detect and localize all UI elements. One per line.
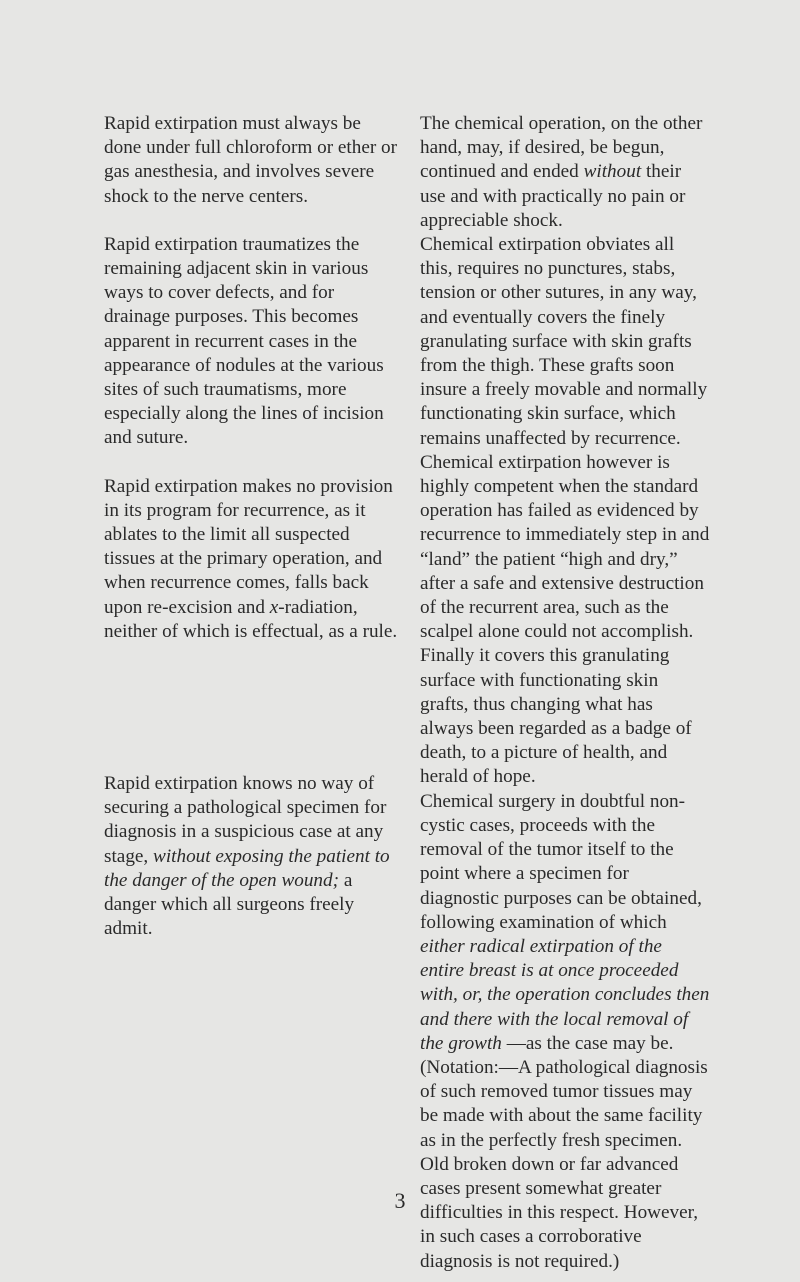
left-paragraph-4 <box>104 772 400 941</box>
left-paragraph-4-text-b: a danger which all surgeons freely admit. <box>104 869 355 940</box>
right-paragraph-4-italic: either radical extirpation of the entire breast is at once proceeded with, or, the operation concludes then and there with the local removal of the growth <box>420 935 710 1054</box>
right-paragraph-2: Chemical extirpation obviates all this, requires no punctures, stabs, tension or other sutures, in any way, and eventually covers the finely granulating surface with skin grafts from the thigh. These grafts soon insure a freely movable and normally functionating skin surface, which remains unaffected by recurrence. <box>420 234 708 449</box>
left-paragraph-3-text-b: -radiation, neither of which is effectual, as a rule. <box>104 596 398 642</box>
left-paragraph-3-text-a: Rapid extirpation makes no provision in its program for recurrence, as it ablates to the limit all suspected tissues at the primary operation, and when recurrence comes, falls back upon re-excision and <box>104 475 393 618</box>
right-paragraph-3: Chemical extirpation however is highly competent when the standard operation has failed as evidenced by recurrence to immediately step in and “land” the patient “high and dry,” after a safe and extensive destruction of the recurrent area, such as the scalpel alone could not accomplish. Finally it covers this granulating surface with functionating skin grafts, thus changing what has always been regarded as a badge of death, to a picture of health, and herald of hope. <box>420 451 710 788</box>
right-paragraph-1-italic: without <box>583 161 642 183</box>
left-paragraph-1: Rapid extirpation must always be done under full chloroform or ether or gas anesthesia, and involves severe shock to the nerve centers. <box>104 113 398 207</box>
right-paragraph-4-text-b: —as the case may be. (Notation:—A pathological diagnosis of such removed tumor tissues may be made with about the same facility as in the perfectly fresh specimen. Old broken down or far advanced cases present somewhat greater difficulties in this respect. However, in such cases a corroborative diagnosis is not required.) <box>420 1032 708 1272</box>
right-paragraph-1-text-a: The chemical operation, on the other hand, may, if desired, be begun, continued and ended <box>420 113 703 183</box>
left-paragraph-3 <box>104 475 400 644</box>
left-paragraph-2: Rapid extirpation traumatizes the remaining adjacent skin in various ways to cover defects, and for drainage purposes. This becomes apparent in recurrent cases in the appearance of nodules at the various sites of such traumatisms, more especially along the lines of incision and suture. <box>104 233 384 449</box>
left-paragraph-3-x: x <box>269 596 279 618</box>
right-paragraph-1-text-b: their use and with practically no pain or appreciable shock. <box>420 161 686 231</box>
right-column <box>420 112 710 1274</box>
right-paragraph-4-text-a: Chemical surgery in doubtful non-cystic cases, proceeds with the removal of the tumor itself to the point where a specimen for diagnostic purposes can be obtained, following examination of which <box>420 790 702 933</box>
left-column <box>104 112 400 941</box>
left-paragraph-4-text-a: Rapid extirpation knows no way of securing a pathological specimen for diagnosis in a suspicious case at any stage, <box>104 773 387 867</box>
left-paragraph-4-italic: without exposing the patient to the danger of the open wound; <box>104 845 390 891</box>
right-paragraph-1 <box>420 112 710 233</box>
page-number: 3 <box>394 1188 406 1213</box>
